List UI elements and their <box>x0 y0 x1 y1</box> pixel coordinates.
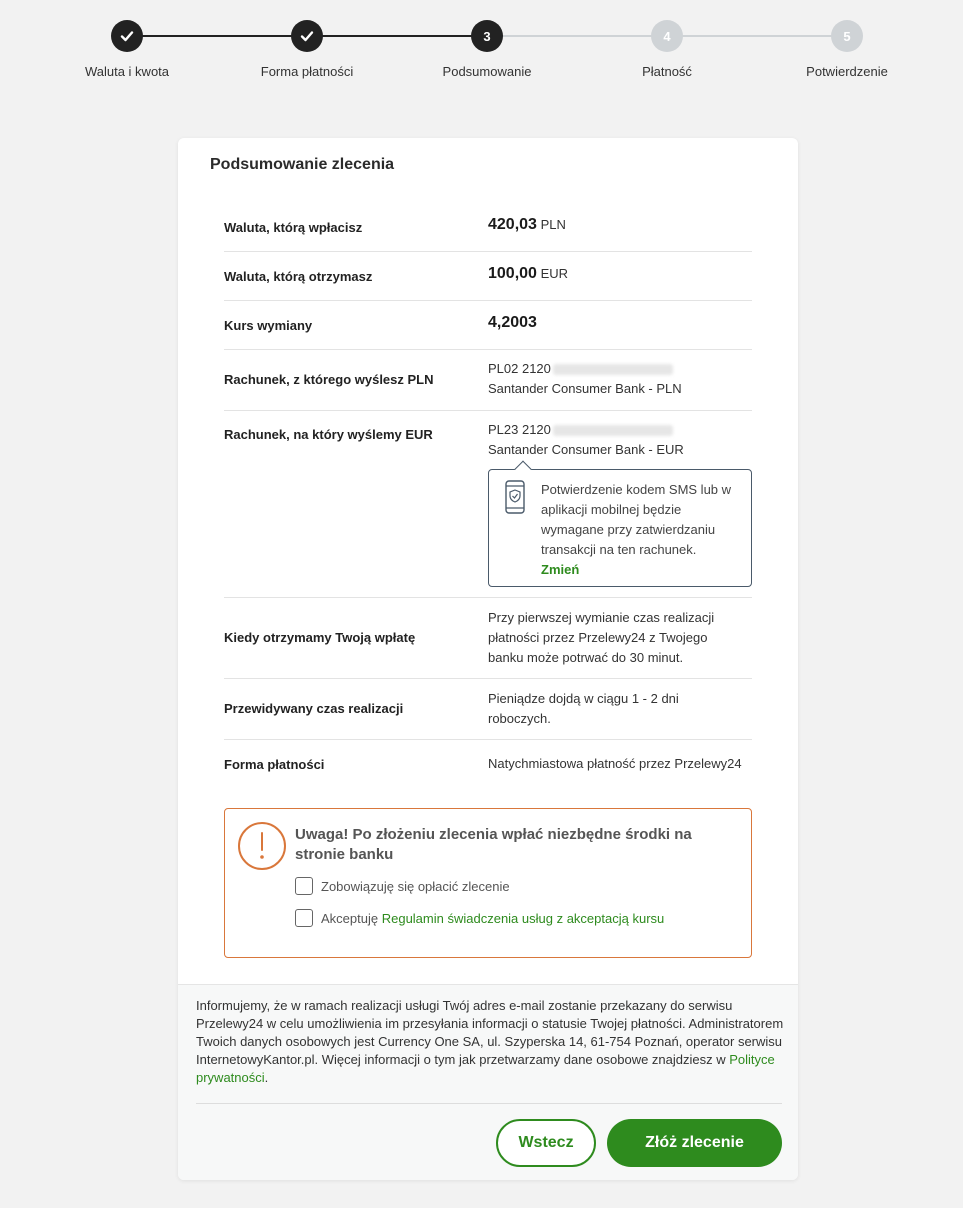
row-label: Waluta, którą otrzymasz <box>224 269 373 284</box>
row-pay <box>224 202 752 252</box>
step-4 <box>577 20 757 79</box>
warning-title: Uwaga! Po złożeniu zlecenia wpłać niezbędne środki na stronie banku <box>295 826 692 863</box>
row-value <box>488 264 568 284</box>
row-value <box>488 215 566 235</box>
row-value <box>488 359 682 399</box>
row-to-account <box>224 411 752 598</box>
order-summary-card <box>178 138 798 1180</box>
warning-box <box>224 808 752 958</box>
row-when <box>224 598 752 679</box>
row-eta <box>224 679 752 740</box>
accept-terms-checkbox-row[interactable] <box>295 909 664 927</box>
row-label: Przewidywany czas realizacji <box>224 701 404 716</box>
step-number: 3 <box>471 20 503 52</box>
step-3 <box>397 20 577 79</box>
step-label: Potwierdzenie <box>806 64 888 79</box>
masked-digits <box>553 364 673 375</box>
row-value: Natychmiastowa płatność przez Przelewy24 <box>488 756 742 771</box>
submit-order-button[interactable]: Złóż zlecenie <box>607 1119 782 1167</box>
accept-terms-checkbox[interactable] <box>295 909 313 927</box>
exchange-rate: 4,2003 <box>488 314 537 331</box>
commit-payment-checkbox[interactable] <box>295 877 313 895</box>
bank-name: Santander Consumer Bank - PLN <box>488 381 682 396</box>
page-title: Podsumowanie zlecenia <box>210 156 395 173</box>
tooltip-arrow <box>515 461 532 478</box>
step-2 <box>217 20 397 79</box>
step-label: Forma płatności <box>260 64 354 79</box>
terms-link[interactable]: Regulamin świadczenia usług z akceptacją kursu <box>381 910 665 926</box>
step-5 <box>757 20 937 79</box>
row-label: Rachunek, na który wyślemy EUR <box>224 427 433 442</box>
row-value <box>488 420 684 460</box>
privacy-policy-link[interactable]: Polityce prywatności <box>196 1052 775 1085</box>
privacy-text: Informujemy, że w ramach realizacji usługi Twój adres e-mail zostanie przekazany do serwisu Przelewy24 w celu umożliwienia im przesyłania informacji o statusie Twojej płatności. Administratorem Twoich danych osobowych jest Currency One SA, ul. Szyperska 14, 61-754 Poznań, operator serwisu InternetowyKantor.pl. Więcej informacji o tym jak przetwarzamy dane osobowe znajdziesz w <box>196 998 784 1067</box>
checkbox-label: Akceptuję <box>321 910 379 926</box>
step-1 <box>37 20 217 79</box>
row-rate <box>224 301 752 350</box>
check-icon <box>291 20 323 52</box>
step-number: 4 <box>651 20 683 52</box>
amount-receive: 100,00 <box>488 265 537 282</box>
row-from-account <box>224 350 752 411</box>
checkbox-label: Zobowiązuję się opłacić zlecenie <box>321 878 510 894</box>
row-label: Forma płatności <box>224 757 325 772</box>
step-label: Podsumowanie <box>442 64 532 79</box>
check-icon <box>111 20 143 52</box>
row-value: Pieniądze dojdą w ciągu 1 - 2 dni roboczych. <box>488 691 679 726</box>
divider <box>196 1103 782 1104</box>
privacy-info-section <box>178 984 798 1180</box>
change-link[interactable]: Zmień <box>541 562 580 577</box>
row-label: Waluta, którą wpłacisz <box>224 220 363 235</box>
commit-payment-checkbox-row[interactable] <box>295 877 510 895</box>
phone-shield-icon <box>505 480 525 514</box>
privacy-text-end: . <box>264 1070 269 1085</box>
currency-receive: EUR <box>540 266 569 281</box>
exclamation-icon <box>237 821 287 871</box>
row-value <box>488 313 537 333</box>
privacy-notice <box>196 997 784 1087</box>
account-number: PL23 2120 <box>488 422 551 437</box>
row-label: Kiedy otrzymamy Twoją wpłatę <box>224 630 416 645</box>
account-number: PL02 2120 <box>488 361 551 376</box>
back-button[interactable]: Wstecz <box>496 1119 596 1167</box>
bank-name: Santander Consumer Bank - EUR <box>488 442 684 457</box>
row-label: Kurs wymiany <box>224 318 313 333</box>
amount-pay: 420,03 <box>488 216 537 233</box>
step-label: Waluta i kwotа <box>84 64 170 79</box>
row-value: Przy pierwszej wymianie czas realizacji płatności przez Przelewy24 z Twojego banku może potrwać do 30 minut. <box>488 610 715 665</box>
tooltip-message: Potwierdzenie kodem SMS lub w aplikacji mobilnej będzie wymagane przy zatwierdzaniu transakcji na ten rachunek. <box>541 482 732 557</box>
progress-stepper <box>0 0 963 100</box>
currency-pay: PLN <box>540 217 566 232</box>
tooltip-text <box>541 480 745 580</box>
row-label: Rachunek, z którego wyślesz PLN <box>224 372 434 387</box>
step-number: 5 <box>831 20 863 52</box>
row-receive <box>224 252 752 301</box>
row-method <box>224 740 752 790</box>
step-label: Płatność <box>642 64 692 79</box>
sms-confirmation-tooltip <box>488 469 752 587</box>
masked-digits <box>553 425 673 436</box>
